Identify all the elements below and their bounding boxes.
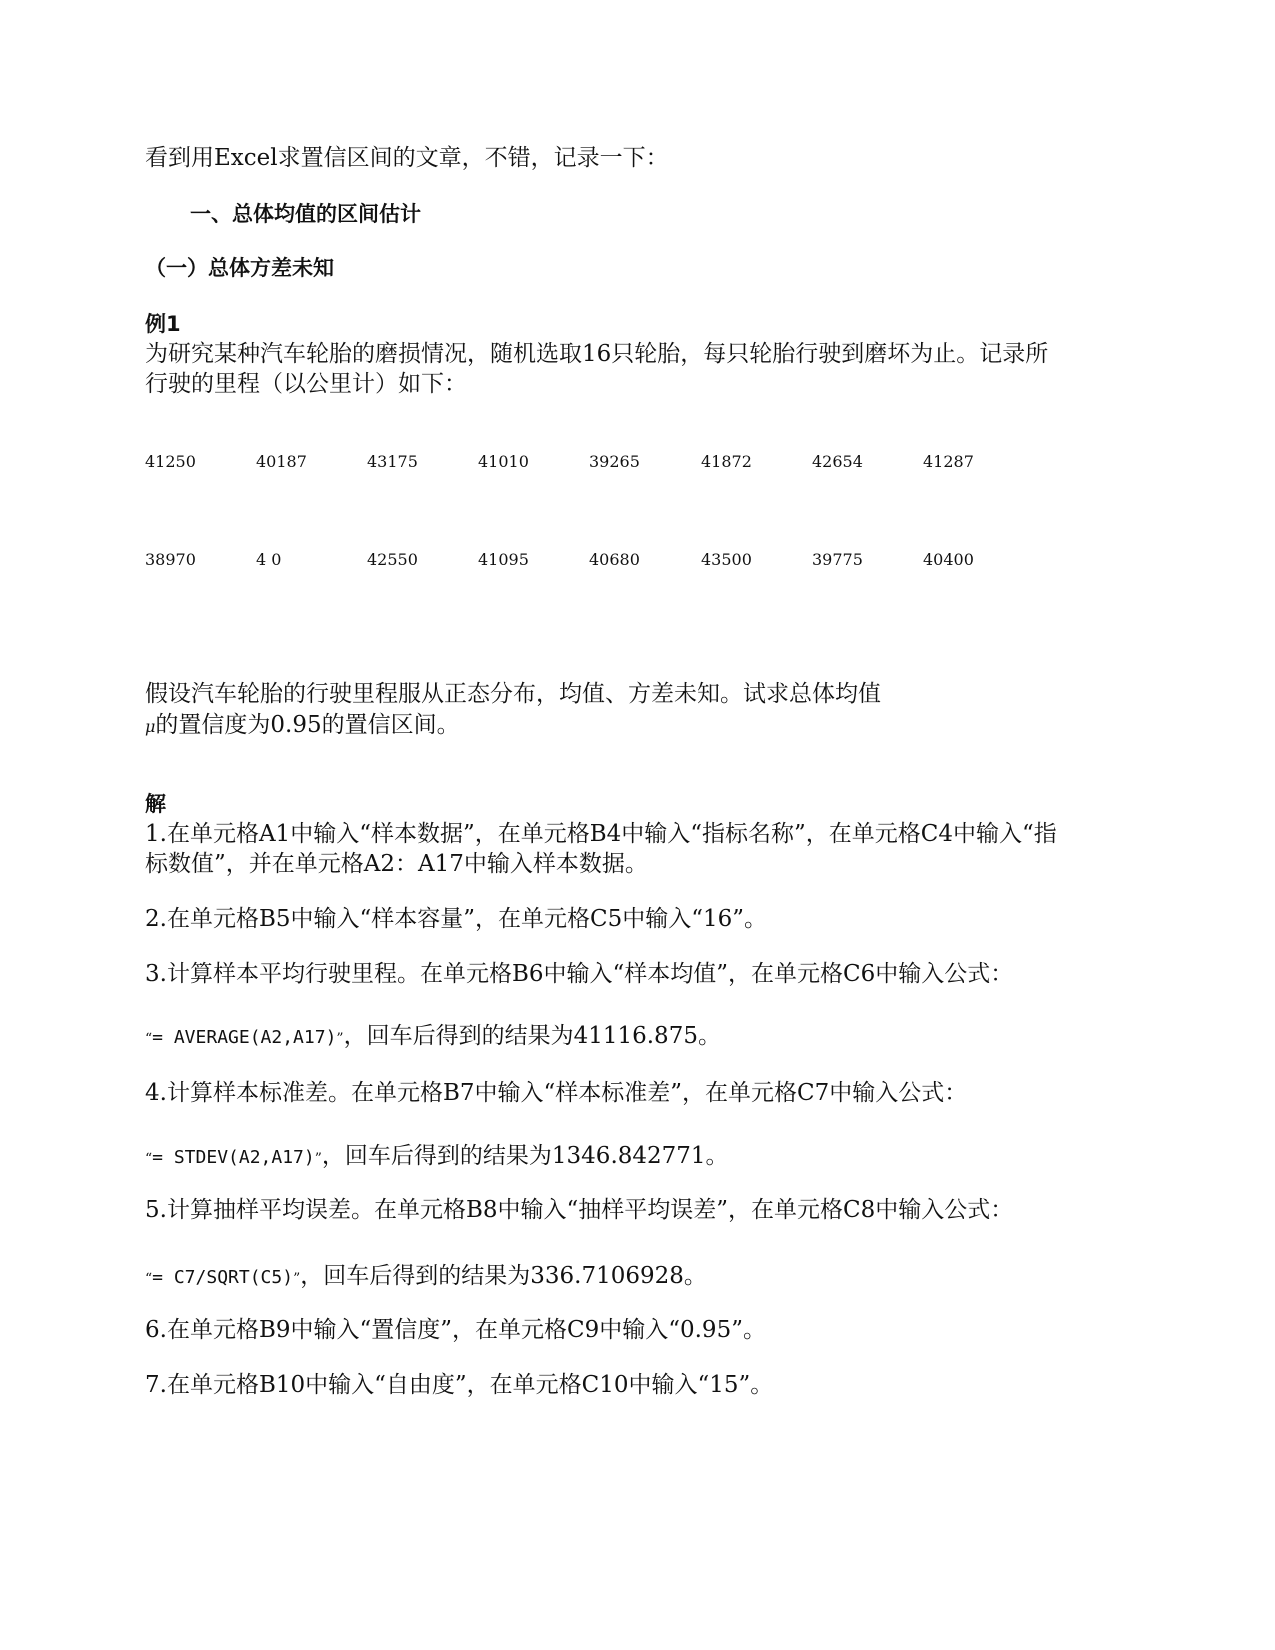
- data-cell: 39775: [812, 550, 863, 569]
- data-cell: 41872: [701, 452, 752, 471]
- example-line-1: 为研究某种汽车轮胎的磨损情况，随机选取16只轮胎，每只轮胎行驶到磨坏为止。记录所: [145, 341, 1049, 367]
- data-cell: 42654: [812, 452, 863, 471]
- close-quote: ”: [293, 1271, 301, 1287]
- open-quote: “: [145, 1271, 153, 1287]
- step-2: 2.在单元格B5中输入“样本容量”，在单元格C5中输入“16”。: [145, 906, 768, 932]
- example-label: 例1: [145, 312, 181, 336]
- step-3-formula-line: [145, 1020, 721, 1055]
- data-cell: 4 0: [256, 550, 282, 569]
- data-cell: 43175: [367, 452, 418, 471]
- step-1-line-2: 标数值”，并在单元格A2：A17中输入样本数据。: [145, 851, 648, 877]
- step-1-line-1: 1.在单元格A1中输入“样本数据”，在单元格B4中输入“指标名称”，在单元格C4中输入“指: [145, 821, 1057, 847]
- assumption-line-2-text: 的置信度为0.95的置信区间。: [155, 712, 460, 738]
- step-5-result: ，回车后得到的结果为336.7106928。: [300, 1263, 707, 1289]
- step-5: 5.计算抽样平均误差。在单元格B8中输入“抽样平均误差”，在单元格C8中输入公式：: [145, 1197, 1014, 1223]
- stdev-formula: = STDEV(A2,A17): [152, 1147, 315, 1168]
- step-3-result: ，回车后得到的结果为41116.875。: [343, 1023, 721, 1049]
- open-quote: “: [145, 1031, 153, 1047]
- close-quote: ”: [336, 1031, 344, 1047]
- step-4-formula-line: [145, 1140, 729, 1175]
- data-cell: 41250: [145, 452, 196, 471]
- sqrt-formula: = C7/SQRT(C5): [152, 1267, 294, 1288]
- step-4: 4.计算样本标准差。在单元格B7中输入“样本标准差”，在单元格C7中输入公式：: [145, 1080, 968, 1106]
- data-cell: 42550: [367, 550, 418, 569]
- intro-text: 看到用Excel求置信区间的文章，不错，记录一下：: [145, 145, 669, 171]
- section-title: 一、总体均值的区间估计: [190, 202, 421, 226]
- assumption-line-2: [145, 709, 460, 743]
- step-7: 7.在单元格B10中输入“自由度”，在单元格C10中输入“15”。: [145, 1372, 774, 1398]
- data-cell: 41010: [478, 452, 529, 471]
- data-cell: 38970: [145, 550, 196, 569]
- data-cell: 40400: [923, 550, 974, 569]
- subsection-title: （一）总体方差未知: [145, 256, 334, 280]
- step-6: 6.在单元格B9中输入“置信度”，在单元格C9中输入“0.95”。: [145, 1317, 766, 1343]
- data-cell: 39265: [589, 452, 640, 471]
- step-4-result: ，回车后得到的结果为1346.842771。: [321, 1143, 729, 1169]
- data-cell: 40680: [589, 550, 640, 569]
- example-line-2: 行驶的里程（以公里计）如下：: [145, 371, 467, 397]
- solution-label: 解: [145, 792, 166, 816]
- data-cell: 41095: [478, 550, 529, 569]
- data-cell: 41287: [923, 452, 974, 471]
- data-cell: 40187: [256, 452, 307, 471]
- assumption-line-1: 假设汽车轮胎的行驶里程服从正态分布，均值、方差未知。试求总体均值: [145, 681, 881, 707]
- close-quote: ”: [314, 1151, 322, 1167]
- step-5-formula-line: [145, 1260, 707, 1295]
- average-formula: = AVERAGE(A2,A17): [152, 1027, 337, 1048]
- data-cell: 43500: [701, 550, 752, 569]
- open-quote: “: [145, 1151, 153, 1167]
- step-3: 3.计算样本平均行驶里程。在单元格B6中输入“样本均值”，在单元格C6中输入公式：: [145, 961, 1014, 987]
- mu-symbol: μ: [145, 717, 156, 736]
